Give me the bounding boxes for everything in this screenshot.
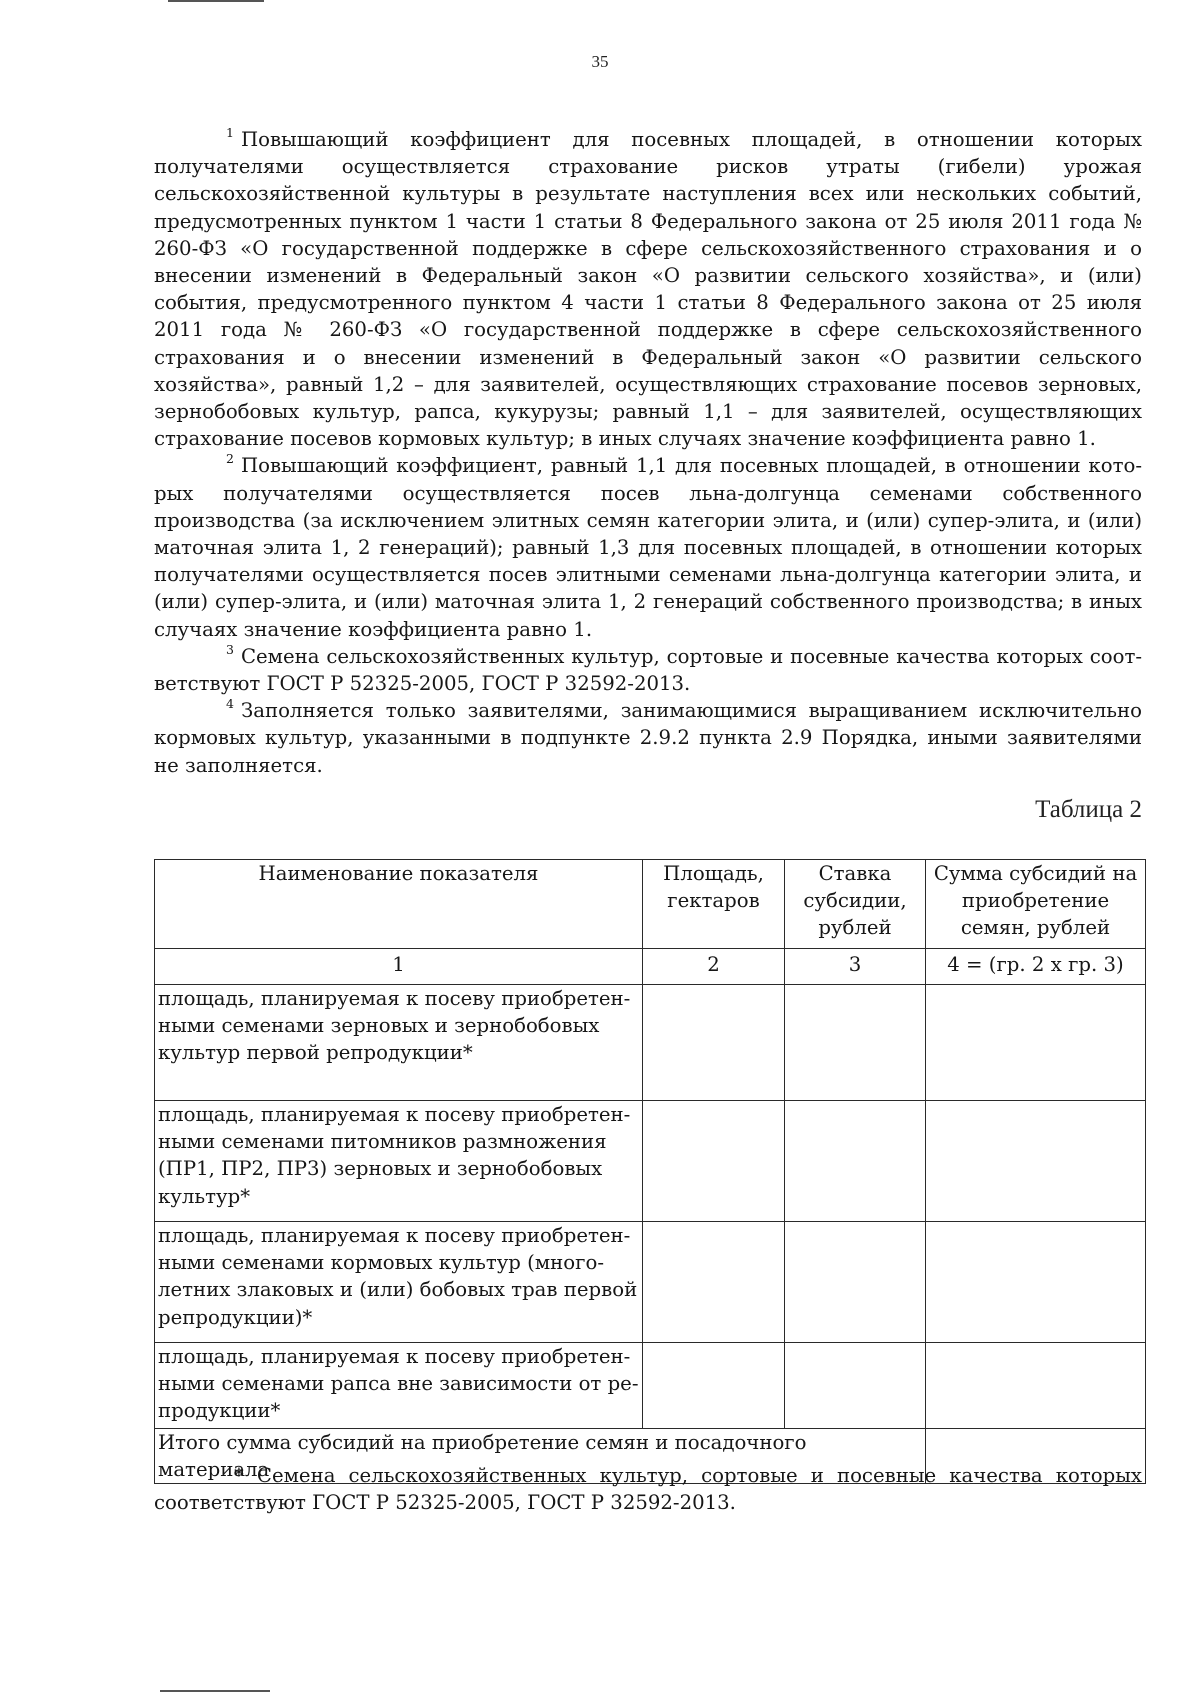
table-row — [155, 1101, 1146, 1222]
footnote-text: Повышающий коэффициент для посевных площадей, в отношении которых получателями осуществляется страхование рисков утраты (гибели) урожая сельскохозяйственной культуры в результате наступления всех или нескольких событий, предусмотренных пунктом 1 части 1 статьи 8 Федерального закона от 25 июля 2011 года № 260-ФЗ «О государственной поддержке в сфере сельскохозяйственного страхования и о внесении изменений в Федеральный закон «О развитии сельского хозяйства», и (или) события, предусмотренного пунктом 4 части 1 статьи 8 Федерального закона от 25 июля 2011 года № 260-ФЗ «О государственной поддержке в сфере сельскохозяйственного страхования и о внесении изменений в Федеральный закон «О развитии сельского хозяйства», равный 1,2 – для заявителей, осуществляющих страхование посевов зерновых, зернобобовых культур, рапса, кукурузы; равный 1,1 – для заявителей, осуществляющих страхование посевов кормовых культур; в иных случаях значение коэффициента равно 1. — [154, 128, 1142, 451]
table-caption: Таблица 2 — [1035, 796, 1142, 823]
sum-cell — [926, 1343, 1146, 1429]
scan-artifact-bottom — [160, 1690, 270, 1692]
sum-cell — [926, 1222, 1146, 1343]
row-label: площадь, планируемая к посеву приобретенными семенами питомников размножения (ПР1, ПР2, ПР3) зерновых и зернобобовых культур* — [155, 1101, 643, 1222]
column-number: 1 — [155, 949, 643, 985]
column-number-row — [155, 949, 1146, 985]
footnote-marker: 1 — [226, 125, 234, 140]
footnotes — [154, 126, 1142, 779]
rate-cell — [785, 1222, 926, 1343]
header-rate: Ставка субсидии, рублей — [785, 860, 926, 949]
rate-cell — [785, 1343, 926, 1429]
footnote-marker: 3 — [226, 641, 234, 657]
footnote-marker: 4 — [226, 696, 234, 712]
area-cell — [643, 985, 785, 1101]
footnote-1 — [154, 126, 1142, 452]
footnote-marker: 2 — [226, 451, 234, 467]
area-cell — [643, 1101, 785, 1222]
table-row — [155, 985, 1146, 1101]
column-number: 3 — [785, 949, 926, 985]
footnote-text: Заполняется только заявителями, занимающимися выращиванием исключительно кормовых культур, указанными в подпункте 2.9.2 пункта 2.9 Порядка, иными заявителями не заполняется. — [154, 699, 1142, 777]
sum-cell — [926, 1101, 1146, 1222]
area-cell — [643, 1343, 785, 1429]
footnote-text: Повышающий коэффициент, равный 1,1 для посевных площадей, в отношении которых получателями осуществляется посев льна-долгунца семенами собственного производства (за исключением элитных семян категории элита, и (или) супер-элита, и (или) маточная элита 1, 2 генераций); равный 1,3 для посевных площадей, в отношении которых получателями осуществляется посев элитными семенами льна-долгунца категории элита, и (или) супер-элита, и (или) маточная элита 1, 2 генераций собственного производства; в иных случаях значение коэффициента равно 1. — [154, 454, 1142, 641]
table-header-row — [155, 860, 1146, 949]
scan-artifact-top — [168, 0, 264, 2]
area-cell — [643, 1222, 785, 1343]
row-label: площадь, планируемая к посеву приобретенными семенами зерновых и зернобобовых культур первой репродукции* — [155, 985, 643, 1101]
rate-cell — [785, 1101, 926, 1222]
footnote-text: Семена сельскохозяйственных культур, сортовые и посевные качества которых соответствуют ГОСТ Р 52325-2005, ГОСТ Р 32592-2013. — [154, 644, 1142, 696]
header-indicator-name: Наименование показателя — [155, 860, 643, 949]
page-number: 35 — [591, 52, 609, 71]
total-label: Итого сумма субсидий на приобретение семян и посадочного материала — [155, 1429, 926, 1484]
sum-cell — [926, 985, 1146, 1101]
column-number: 4 = (гр. 2 х гр. 3) — [926, 949, 1146, 985]
column-number: 2 — [643, 949, 785, 985]
rate-cell — [785, 985, 926, 1101]
table-footnote: * Семена сельскохозяйственных культур, сортовые и посевные качества которых соответствуют ГОСТ Р 52325-2005, ГОСТ Р 32592-2013. — [154, 1464, 1142, 1515]
table-row — [155, 1343, 1146, 1429]
header-area: Площадь, гектаров — [643, 860, 785, 949]
footnote-4 — [154, 697, 1142, 779]
footnote-2 — [154, 452, 1142, 642]
footnote-3 — [154, 643, 1142, 697]
row-label: площадь, планируемая к посеву приобретенными семенами кормовых культур (многолетних злаковых и (или) бобовых трав первой репродукции)* — [155, 1222, 643, 1343]
subsidy-table — [154, 859, 1146, 1484]
row-label: площадь, планируемая к посеву приобретенными семенами рапса вне зависимости от репродукции* — [155, 1343, 643, 1429]
table-row — [155, 1222, 1146, 1343]
header-subsidy-sum: Сумма субсидий на приобретение семян, рублей — [926, 860, 1146, 949]
